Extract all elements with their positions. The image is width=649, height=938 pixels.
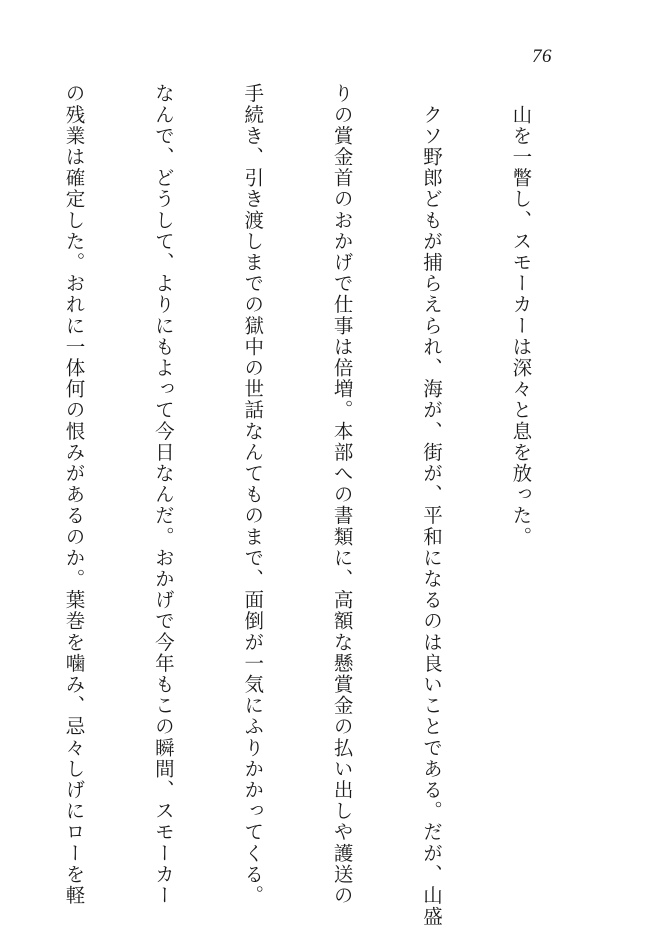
novel-text-body bbox=[0, 83, 595, 927]
text-line: クソ野郎どもが捕らえられ、海が、街が、平和になるのは良いことである。だが、山盛 bbox=[420, 83, 444, 927]
text-line: 山を一瞥し、スモーカーは深々と息を放った。 bbox=[509, 83, 533, 548]
text-line: の残業は確定した。おれに一体何の恨みがあるのか。葉巻を噛み、忌々しげにローを軽 bbox=[62, 83, 86, 906]
text-line: りの賞金首のおかげで仕事は倍増。本部への書類に、高額な懸賞金の払い出しや護送の bbox=[330, 83, 354, 906]
text-line: なんで、どうして、よりにもよって今日なんだ。おかげで今年もこの瞬間、スモーカー bbox=[151, 83, 175, 906]
page-number: 76 bbox=[532, 46, 552, 67]
text-line: 手続き、引き渡しまでの獄中の世話なんてものまで、面倒が一気にふりかかってくる。 bbox=[241, 83, 265, 906]
